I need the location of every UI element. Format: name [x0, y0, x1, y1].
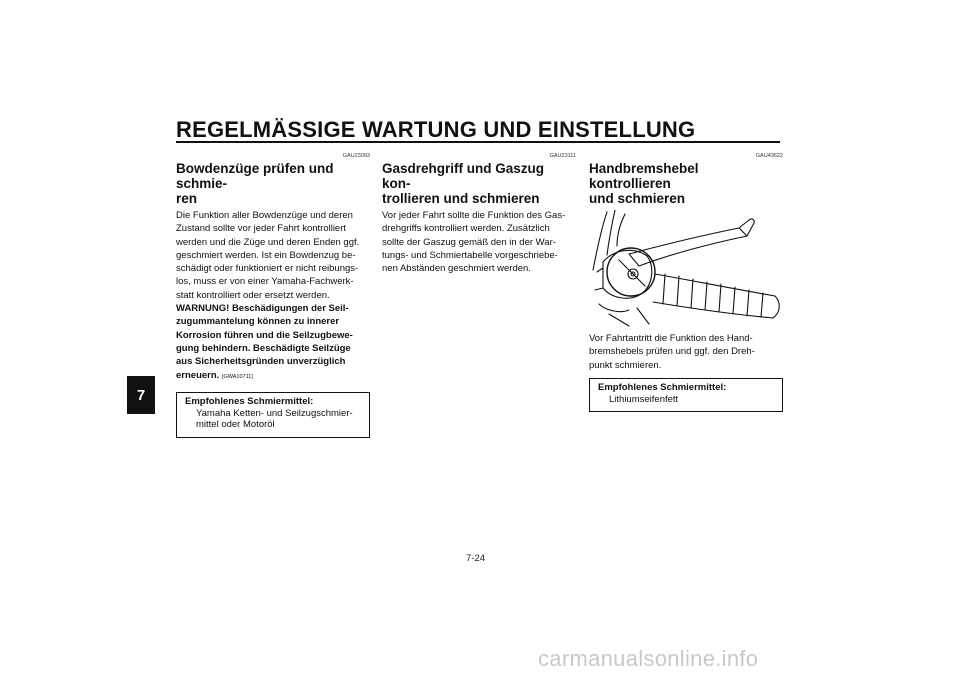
section-body: Die Funktion aller Bowdenzüge und deren Zustand sollte vor jeder Fahrt kontrolliert werden und die Züge und deren Enden ggf. geschmiert werden. Ist ein Bowdenzug be- schädigt oder funktioniert er nicht reibungs- los, muss er von einer Yamaha-Fachwerk- statt kontrolliert oder ersetzt werden.: [176, 210, 360, 301]
warning-text: WARNUNG! Beschädigungen der Seil- zugummantelung können zu innerer Korrosion führen und die Seilzugbewe- gung behindern. Beschädigte Seilzüge aus Sicherheitsgründen unverzüglich erneuern. [GWA10711]: [176, 303, 353, 381]
lubricant-value: Yamaha Ketten- und Seilzugschmier- mittel oder Motoröl: [196, 407, 353, 431]
section-heading: Bowdenzüge prüfen und schmie- ren: [176, 161, 334, 206]
lubricant-title: Empfohlenes Schmiermittel:: [185, 395, 314, 407]
section-brake-lever: [589, 152, 783, 412]
lubricant-title: Empfohlenes Schmiermittel:: [598, 381, 727, 393]
section-body: Vor jeder Fahrt sollte die Funktion des Gas- drehgriffs kontrolliert werden. Zusätzlich sollte der Gaszug gemäß den in der War- tungs- und Schmiertabelle vorgeschriebe- nen Abständen geschmiert werden.: [382, 210, 566, 275]
lubricant-box: [176, 392, 370, 438]
section-code: GAU23093: [342, 153, 370, 159]
section-bowden-cables: [176, 152, 370, 438]
brake-lever-illustration: [589, 210, 783, 328]
page-number: 7-24: [466, 553, 486, 564]
warning-code: [GWA10711]: [221, 373, 253, 380]
section-code: GAU23111: [549, 153, 576, 159]
page-header-title: REGELMÄSSIGE WARTUNG UND EINSTELLUNG: [176, 117, 696, 142]
chapter-tab: 7: [127, 376, 155, 414]
lubricant-box: [589, 378, 783, 413]
section-body: Vor Fahrtantritt die Funktion des Hand- bremshebels prüfen und ggf. den Dreh- punkt schmieren.: [589, 333, 755, 371]
section-heading: Handbremshebel kontrollieren und schmieren: [589, 161, 699, 206]
section-code: GAU43622: [755, 153, 783, 159]
header-rule: [176, 141, 780, 143]
lubricant-value: Lithiumseifenfett: [609, 393, 679, 405]
section-heading: Gasdrehgriff und Gaszug kon- trollieren und schmieren: [382, 161, 545, 206]
section-throttle: [382, 152, 576, 275]
watermark: carmanualsonline.info: [538, 646, 759, 671]
